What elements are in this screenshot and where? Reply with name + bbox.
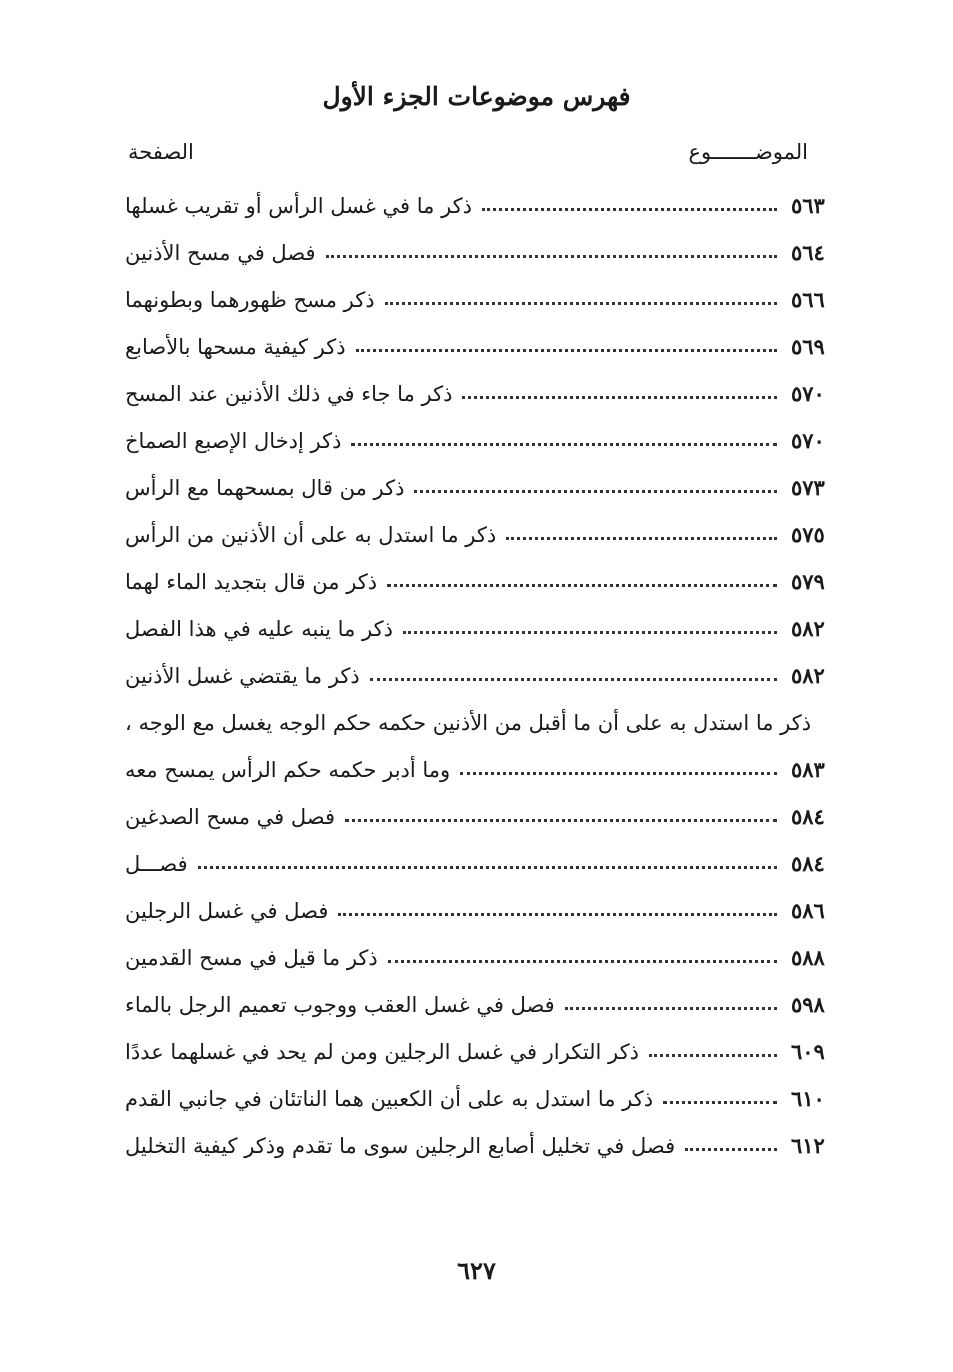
dot-leader [565, 1007, 777, 1010]
dot-leader [388, 960, 777, 963]
toc-entry [125, 511, 837, 558]
toc-entry [125, 558, 837, 605]
toc-entry-page: ٥٧٩ [791, 569, 825, 594]
page-number: ٦٢٧ [457, 1256, 496, 1285]
page-column-header: الصفحة [128, 140, 194, 164]
toc-entry-page: ٥٨٨ [791, 945, 825, 970]
toc-entry [125, 1028, 837, 1075]
toc-entry-topic: ذكر من قال بمسحهما مع الرأس [125, 475, 405, 500]
toc-entry-topic: ذكر ما يقتضي غسل الأذنين [125, 663, 360, 688]
toc-entry-topic: ذكر من قال بتجديد الماء لهما [125, 569, 378, 594]
toc-entry [125, 229, 837, 276]
toc-entry-page: ٦١٠ [791, 1086, 825, 1111]
toc-entry-page: ٦١٢ [791, 1133, 825, 1158]
toc-entry-page: ٥٨٢ [791, 663, 825, 688]
toc-entry-page: ٥٩٨ [791, 992, 825, 1017]
dot-leader [685, 1148, 777, 1151]
toc-entry [125, 887, 837, 934]
toc-entry-topic: ذكر مسح ظهورهما وبطونهما [125, 287, 375, 312]
toc-entry-page: ٥٦٣ [791, 193, 825, 218]
toc-entry [125, 934, 837, 981]
toc-entry [125, 746, 837, 793]
toc-entry-topic: ذكر ما في غسل الرأس أو تقريب غسلها [125, 193, 473, 218]
toc-entry-page: ٥٨٢ [791, 616, 825, 641]
dot-leader [663, 1101, 777, 1104]
toc-entry-topic: ذكر ما قيل في مسح القدمين [125, 945, 378, 970]
dot-leader [370, 678, 777, 681]
dot-leader [414, 490, 777, 493]
toc-entry [125, 276, 837, 323]
toc-entry [125, 464, 837, 511]
dot-leader [482, 208, 777, 211]
toc-entry-continued [125, 699, 837, 746]
toc-entry-page: ٥٨٤ [791, 851, 825, 876]
toc-entry-topic: ذكر ما استدل به على أن الكعبين هما الناتئان في جانبي القدم [125, 1086, 654, 1111]
toc-entry [125, 417, 837, 464]
toc-entry-topic: ذكر التكرار في غسل الرجلين ومن لم يحد في غسلهما عددًا [125, 1039, 639, 1064]
dot-leader [338, 913, 777, 916]
toc-entry [125, 981, 837, 1028]
toc-entry-topic: وما أدبر حكمه حكم الرأس يمسح معه [125, 757, 451, 782]
page-title: فهرس موضوعات الجزء الأول [322, 82, 631, 111]
dot-leader [460, 772, 777, 775]
toc-entry-topic: فصل في تخليل أصابع الرجلين سوى ما تقدم وذكر كيفية التخليل [125, 1133, 676, 1158]
toc-entry [125, 1122, 837, 1169]
toc-entry-topic: ذكر ما جاء في ذلك الأذنين عند المسح [125, 381, 453, 406]
toc-entry [125, 370, 837, 417]
dot-leader [403, 631, 777, 634]
toc-entry-topic: ذكر ما استدل به على أن الأذنين من الرأس [125, 522, 497, 547]
toc-entry-topic: ذكر كيفية مسحها بالأصابع [125, 334, 346, 359]
toc-entry-page: ٥٧٣ [791, 475, 825, 500]
dot-leader [198, 866, 777, 869]
toc-entry-page: ٥٧٠ [791, 428, 825, 453]
toc-entry-page: ٥٦٦ [791, 287, 825, 312]
toc-entry [125, 1075, 837, 1122]
toc-entry-page: ٥٦٤ [791, 240, 825, 265]
toc-entry-page: ٥٨٦ [791, 898, 825, 923]
toc-entry [125, 793, 837, 840]
dot-leader [351, 443, 777, 446]
toc-entry-topic: ذكر ما ينبه عليه في هذا الفصل [125, 616, 393, 641]
dot-leader [326, 255, 777, 258]
toc-entry-topic: فصل في مسح الصدغين [125, 804, 336, 829]
toc-entry-topic: ذكر إدخال الإصبع الصماخ [125, 428, 342, 453]
toc-entry [125, 182, 837, 229]
toc-entry-page: ٥٧٥ [791, 522, 825, 547]
dot-leader [356, 349, 777, 352]
toc-entry-topic: فصل في غسل العقب ووجوب تعميم الرجل بالماء [125, 992, 555, 1017]
toc-entry-page: ٥٨٤ [791, 804, 825, 829]
toc-entry-page: ٥٧٠ [791, 381, 825, 406]
toc-entry [125, 323, 837, 370]
toc-entry-topic: فصل في غسل الرجلين [125, 898, 329, 923]
toc-entry [125, 605, 837, 652]
table-of-contents [125, 182, 837, 1169]
dot-leader [385, 302, 777, 305]
dot-leader [345, 819, 777, 822]
toc-entry-topic: ذكر ما استدل به على أن ما أقبل من الأذنين حكمه حكم الوجه يغسل مع الوجه ، [125, 710, 812, 735]
toc-entry-page: ٥٨٣ [791, 757, 825, 782]
toc-entry [125, 652, 837, 699]
dot-leader [649, 1054, 777, 1057]
dot-leader [506, 537, 777, 540]
toc-entry [125, 840, 837, 887]
dot-leader [387, 584, 777, 587]
dot-leader [462, 396, 777, 399]
toc-entry-topic: فصـــل [125, 851, 188, 876]
toc-entry-page: ٥٦٩ [791, 334, 825, 359]
toc-entry-topic: فصل في مسح الأذنين [125, 240, 316, 265]
topic-column-header: الموضـــــــوع [688, 140, 808, 164]
toc-entry-page: ٦٠٩ [791, 1039, 825, 1064]
